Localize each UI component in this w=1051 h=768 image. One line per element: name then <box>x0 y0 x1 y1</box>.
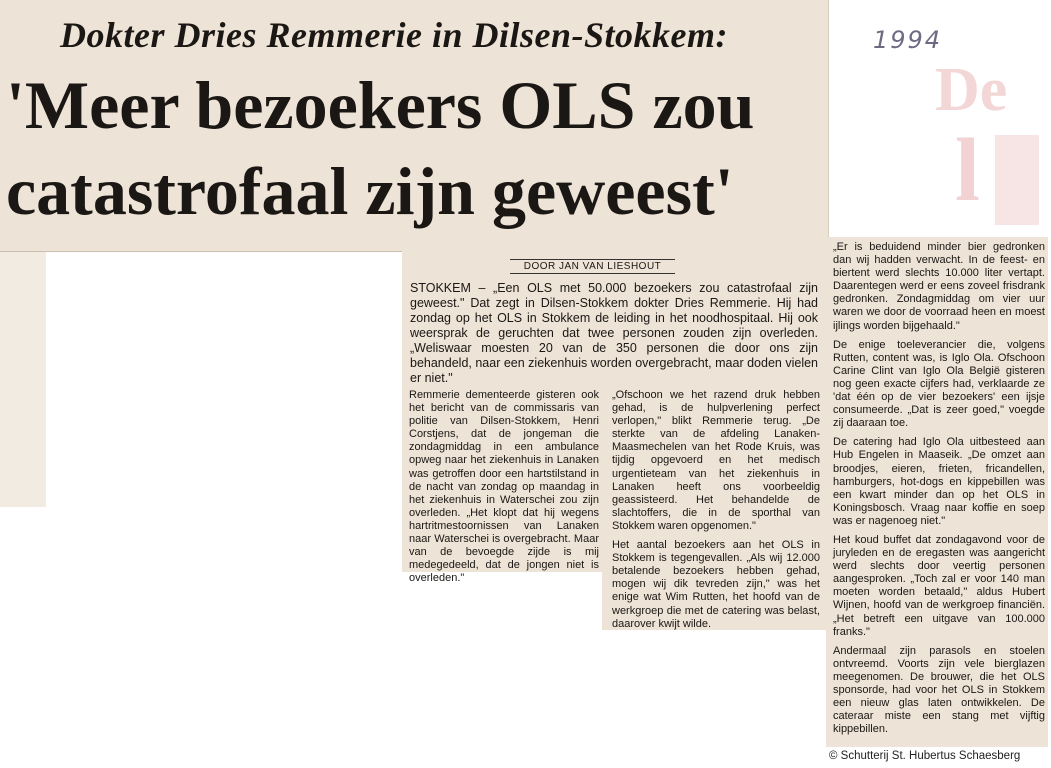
article-column-2 <box>612 389 820 637</box>
paragraph: Remmerie dementeerde gisteren ook het bericht van de commissaris van politie van Dilsen-Stokkem, Henri Corstjens, dat de jongeman die zondagmiddag in een ambulance opweg naar het ziekenhuis in Lanaken was getroffen door een hartstilstand in de nacht van zondag op maandag in het ziekenhuis in Waterschei zou zijn overleden. „Het klopt dat hij wegens hartritmestoornissen van Lanaken naar Waterschei is overgebracht. Maar van de bevoegde zijde is mij medegedeeld, dat de jongen niet is overleden." <box>409 389 599 585</box>
headline-line-1: 'Meer bezoekers OLS zou <box>6 67 755 143</box>
faded-logo-icon <box>935 40 1045 230</box>
paragraph: De enige toeleverancier die, volgens Rutten, content was, is Iglo Ola. Ofschoon Carine Clint van Iglo Ola België gisteren nog geen exacte cijfers had, verklaarde ze 'dat één op de vier bezoekers' een ijsje consumeerde. „Dat is zeer goed," voegde zij daaraan toe. <box>833 338 1045 430</box>
article-headline <box>6 62 754 234</box>
article-column-3 <box>833 241 1045 742</box>
headline-line-2: catastrofaal zijn geweest' <box>6 153 734 229</box>
svg-text:De: De <box>935 56 1008 124</box>
article-column-1 <box>409 389 599 591</box>
handwritten-year: 1994 <box>873 26 943 54</box>
paragraph: De catering had Iglo Ola uitbesteed aan Hub Engelen in Maaseik. „De omzet aan broodjes, eieren, frieten, fricandellen, hamburgers, hot-dogs en kippebillen was een kwart minder dan op het OLS in Koningsbosch. Vraag naar koffie en soep was er nagenoeg niet." <box>833 436 1045 527</box>
paragraph: Het koud buffet dat zondagavond voor de juryleden en de eregasten was aangericht werd slechts door veertig personen aangesproken. „Toch zal er voor 140 man moeten worden betaald," aldus Hubert Wijnen, hoofd van de werkgroep financiën. „Het betreft een uitgave van 100.000 franks." <box>833 533 1045 638</box>
article-lead: STOKKEM – „Een OLS met 50.000 bezoekers zou catastrofaal zijn geweest." Dat zegt in Dilsen-Stokkem dokter Dries Remmerie. Hij had zondag op het OLS in Stokkem de leiding in het noodhospitaal. Hij ook weersprak de geruchten dat twee personen zouden zijn overleden. „Weliswaar moesten 20 van de 350 personen die door ons zijn behandeld, naar een ziekenhuis worden overgebracht, maar doden vielen er niet." <box>410 281 818 385</box>
copyright-notice: © Schutterij St. Hubertus Schaesberg <box>829 750 1021 762</box>
article-kicker: Dokter Dries Remmerie in Dilsen-Stokkem: <box>60 15 728 55</box>
svg-text:l: l <box>955 121 981 220</box>
clipping-edge <box>0 251 402 252</box>
article-byline: DOOR JAN VAN LIESHOUT <box>510 259 675 274</box>
paragraph: „Ofschoon we het razend druk hebben gehad, is de hulpverlening perfect verlopen," blikt Remmerie terug. „De sterkte van de afdeling Lanaken-Maasmechelen van het Rode Kruis, was tijdig opgevoerd en het medisch urgentieteam van het ziekenhuis in Lanaken heeft ons voorbeeldig geassisteerd. Het behandelde de slachtoffers, die in de sporthal van Stokkem waren opgenomen." <box>612 389 820 532</box>
paragraph: Het aantal bezoekers aan het OLS in Stokkem is tegengevallen. „Als wij 12.000 betalende bezoekers hebben gehad, mogen wij dik tevreden zijn," was het enige wat Wim Rutten, het hoofd van de werkgroep die met de catering was belast, daarover kwijt wilde. <box>612 539 820 630</box>
paragraph: „Er is beduidend minder bier gedronken dan wij hadden verwacht. In de feest- en biertent werd slechts 10.000 liter vertapt. Daarentegen werd er eens zoveel frisdrank gedronken. Zondagmiddag om vier uur waren we door de voorraad heen en moest ijlings worden bijgehaald." <box>833 241 1045 332</box>
paragraph: Andermaal zijn parasols en stoelen ontvreemd. Voorts zijn vele bierglazen meegenomen. De brouwer, die het OLS sponsorde, had voor het OLS in Stokkem een nieuw glas laten ontwikkelen. De cateraar miste een stang met vijftig kippebillen. <box>833 644 1045 736</box>
clipping-remnant-strip <box>0 252 46 507</box>
